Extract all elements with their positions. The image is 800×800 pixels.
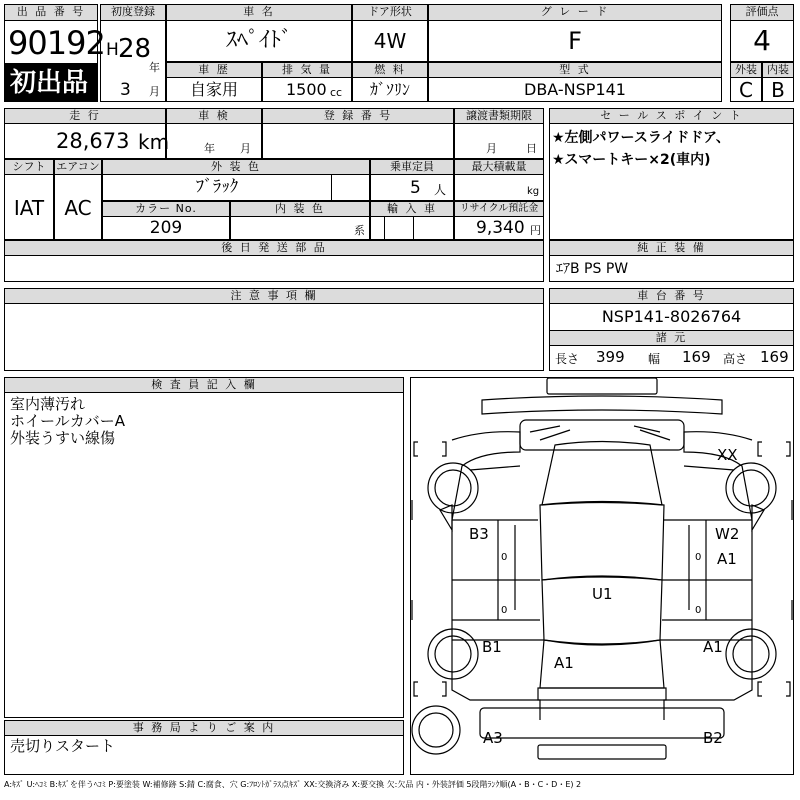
sales-points-label: セ ー ル ス ポ イ ン ト bbox=[549, 108, 794, 124]
spare-wheel bbox=[412, 706, 460, 754]
era: H bbox=[106, 40, 119, 60]
chassis-label: 車 台 番 号 bbox=[549, 288, 794, 304]
reg-month: 3 bbox=[120, 80, 131, 100]
wheel-rear-right bbox=[726, 629, 776, 679]
displacement-unit: cc bbox=[330, 86, 343, 99]
wheel-front-left bbox=[428, 463, 478, 513]
color-no-label: カラー No. bbox=[102, 201, 230, 217]
mileage-unit: km bbox=[138, 130, 170, 154]
zero-mark-4: 0 bbox=[695, 605, 702, 616]
car-name-label: 車 名 bbox=[166, 4, 352, 21]
max-load-label: 最大積載量 bbox=[454, 159, 544, 175]
interior-score-label: 内装 bbox=[762, 62, 794, 78]
office-note: 売切りスタート bbox=[10, 737, 116, 755]
notes-label: 注 意 事 項 欄 bbox=[4, 288, 544, 304]
transfer-docs-label: 譲渡書類期限 bbox=[454, 108, 544, 124]
length-label: 長さ bbox=[555, 352, 580, 366]
capacity: 5 bbox=[410, 178, 421, 198]
mark-w2: W2 bbox=[715, 525, 740, 543]
inspector-line-3: 外装うすい線傷 bbox=[10, 429, 116, 447]
fuel: ｶﾞｿﾘﾝ bbox=[369, 80, 410, 99]
zero-mark-2: 0 bbox=[501, 605, 508, 616]
equipment: ｴｱB PS PW bbox=[556, 261, 629, 277]
exterior-score: C bbox=[739, 78, 753, 102]
fuel-label: 燃 料 bbox=[352, 62, 428, 78]
displacement-label: 排 気 量 bbox=[262, 62, 352, 78]
sales-point-line-1: ★左側パワースライドドア、 bbox=[552, 130, 730, 146]
height: 169 bbox=[760, 348, 789, 366]
registration-label: 登 録 番 号 bbox=[262, 108, 454, 124]
reg-year-unit: 年 bbox=[149, 61, 160, 74]
ac-label: エアコン bbox=[54, 159, 102, 175]
history-label: 車 歴 bbox=[166, 62, 262, 78]
score-label: 評価点 bbox=[730, 4, 794, 21]
mark-a1-right: A1 bbox=[717, 550, 737, 568]
transfer-day-unit: 日 bbox=[526, 142, 537, 155]
mark-b2: B2 bbox=[703, 729, 723, 747]
mark-a3: A3 bbox=[483, 729, 503, 747]
grade-label: グ レ ー ド bbox=[428, 4, 722, 21]
recycle: 9,340 bbox=[476, 218, 525, 238]
shift: IAT bbox=[13, 196, 45, 220]
interior-color-label: 内 装 色 bbox=[230, 201, 370, 217]
color-no: 209 bbox=[149, 218, 183, 238]
import-label: 輸 入 車 bbox=[370, 201, 454, 217]
recycle-unit: 円 bbox=[530, 224, 541, 237]
max-load-unit: kg bbox=[527, 186, 540, 197]
inspection-month-unit: 月 bbox=[240, 142, 251, 155]
zero-mark-3: 0 bbox=[695, 552, 702, 563]
car-name: ｽﾍﾟｲﾄﾞ bbox=[225, 28, 292, 53]
exterior-score-label: 外装 bbox=[730, 62, 762, 78]
legend: A:ｷｽﾞ U:ﾍｺﾐ B:ｷｽﾞを伴うﾍｺﾐ P:要塗装 W:補修跡 S:錆 C:腐食、穴 G:ﾌﾛﾝﾄｶﾞﾗｽ点ｷｽﾞ XX:交換済み X:要交換 欠:欠品 内・外装評価 5段階ﾗﾝｸ順(A・B・C・D・E) 2 bbox=[4, 780, 582, 789]
mark-b3: B3 bbox=[469, 525, 489, 543]
door: 4W bbox=[373, 29, 407, 53]
inspector-label: 検 査 員 記 入 欄 bbox=[4, 377, 404, 393]
office-label: 事 務 局 よ り ご 案 内 bbox=[4, 720, 404, 736]
first-reg-label: 初度登録 bbox=[100, 4, 166, 21]
inspector-line-1: 室内薄汚れ bbox=[10, 395, 86, 413]
transfer-month-unit: 月 bbox=[486, 142, 497, 155]
inspector-line-2: ホイールカバーA bbox=[10, 412, 125, 430]
wheel-rear-left bbox=[428, 629, 478, 679]
equipment-label: 純 正 装 備 bbox=[549, 240, 794, 256]
history: 自家用 bbox=[189, 80, 238, 99]
length: 399 bbox=[596, 348, 625, 366]
door-label: ドア形状 bbox=[352, 4, 428, 21]
dims-label: 諸 元 bbox=[549, 330, 794, 346]
mark-xx: XX bbox=[717, 446, 738, 464]
mark-a1-center: A1 bbox=[554, 654, 574, 672]
interior-score: B bbox=[771, 78, 785, 102]
sales-point-line-2: ★スマートキー×2(車内) bbox=[552, 152, 711, 168]
lot-number-label: 出 品 番 号 bbox=[4, 4, 98, 21]
capacity-label: 乗車定員 bbox=[370, 159, 454, 175]
mark-a1-rear-right: A1 bbox=[703, 638, 723, 656]
zero-mark-1: 0 bbox=[501, 552, 508, 563]
reg-month-unit: 月 bbox=[149, 85, 160, 98]
chassis-number: NSP141-8026764 bbox=[601, 307, 742, 326]
model-code-label: 型 式 bbox=[428, 62, 722, 78]
exterior-color-label: 外 装 色 bbox=[102, 159, 370, 175]
recycle-label: リサイクル預託金 bbox=[454, 201, 544, 217]
displacement: 1500 bbox=[286, 80, 327, 99]
lot-number: 90192 bbox=[8, 24, 105, 62]
height-label: 高さ bbox=[723, 352, 748, 366]
model-code: DBA-NSP141 bbox=[524, 80, 626, 99]
first-listing-text: 初出品 bbox=[10, 68, 89, 98]
mileage-label: 走 行 bbox=[4, 108, 166, 124]
mark-u1: U1 bbox=[592, 585, 613, 603]
inspection-label: 車 検 bbox=[166, 108, 262, 124]
inspection-year-unit: 年 bbox=[204, 142, 215, 155]
width: 169 bbox=[682, 348, 711, 366]
later-parts-label: 後 日 発 送 部 品 bbox=[4, 240, 544, 256]
width-label: 幅 bbox=[648, 352, 661, 366]
shift-label: シフト bbox=[4, 159, 54, 175]
wheel-front-right bbox=[726, 463, 776, 513]
interior-color-unit: 系 bbox=[354, 224, 365, 237]
exterior-color: ﾌﾞﾗｯｸ bbox=[195, 177, 239, 197]
capacity-unit: 人 bbox=[434, 183, 447, 197]
grade: F bbox=[568, 27, 582, 55]
ac: AC bbox=[64, 196, 92, 220]
reg-year: 28 bbox=[118, 34, 152, 64]
score: 4 bbox=[753, 24, 771, 57]
mark-b1: B1 bbox=[482, 638, 502, 656]
mileage: 28,673 bbox=[56, 129, 130, 153]
